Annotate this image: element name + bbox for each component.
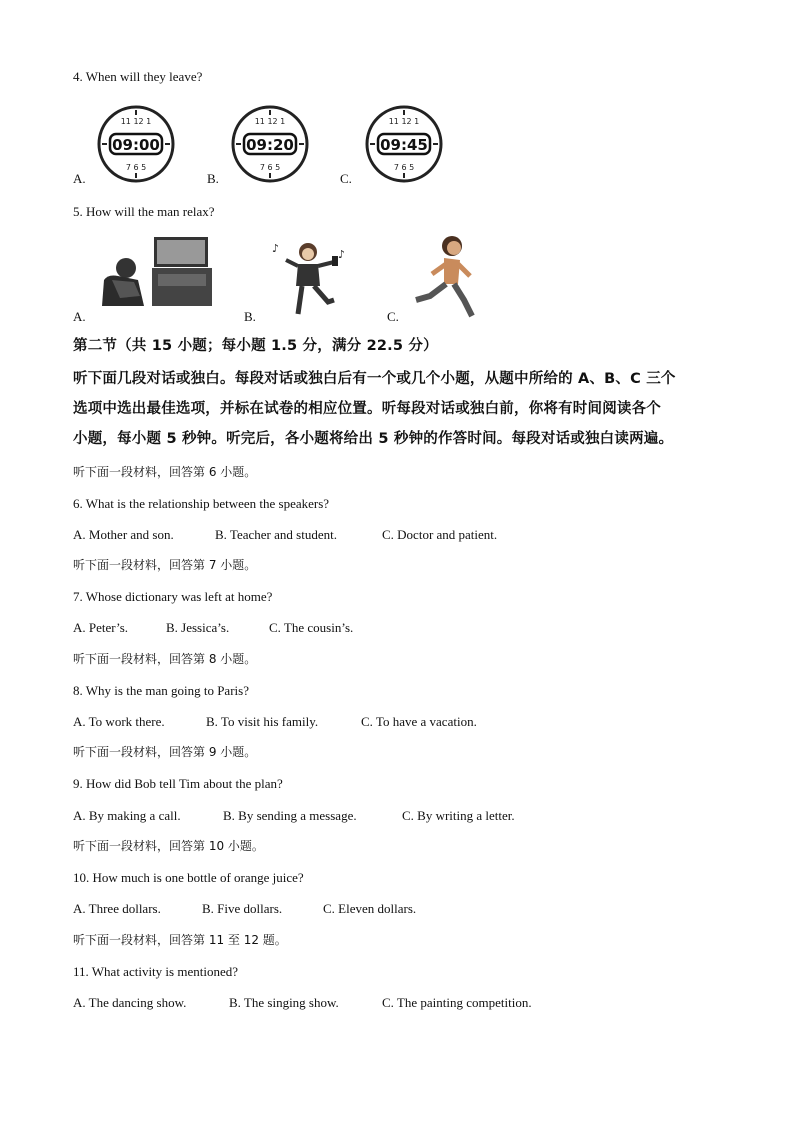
- svg-text:7 6 5: 7 6 5: [393, 163, 415, 172]
- prompt-9: 听下面一段材料，回答第 9 小题。: [73, 745, 257, 759]
- option-11a: A. The dancing show.: [73, 995, 187, 1010]
- svg-text:♪: ♪: [338, 248, 346, 261]
- option-7c: C. The cousin’s.: [269, 620, 354, 635]
- option-9a: A. By making a call.: [73, 808, 181, 823]
- clock-c-icon: [364, 104, 444, 189]
- clock-c-time: 09:45: [380, 136, 428, 154]
- option-8a: A. To work there.: [73, 714, 165, 729]
- options-7: [73, 620, 354, 636]
- option-5b-label: B.: [244, 309, 256, 324]
- prompt-8: 听下面一段材料，回答第 8 小题。: [73, 652, 257, 666]
- svg-text:7 6 5: 7 6 5: [125, 163, 147, 172]
- svg-text:11 12 1: 11 12 1: [388, 117, 420, 126]
- svg-text:11 12 1: 11 12 1: [120, 117, 152, 126]
- option-4c-label: C.: [340, 171, 352, 186]
- clock-a-time: 09:00: [112, 136, 160, 154]
- prompt-6: 听下面一段材料，回答第 6 小题。: [73, 465, 257, 479]
- option-4b-label: B.: [207, 171, 219, 186]
- option-5c-label: C.: [387, 309, 399, 324]
- clock-b-time: 09:20: [246, 136, 294, 154]
- svg-text:♪: ♪: [272, 242, 280, 255]
- prompt-10: 听下面一段材料，回答第 10 小题。: [73, 839, 264, 853]
- option-6c: C. Doctor and patient.: [382, 527, 498, 542]
- svg-text:11 12 1: 11 12 1: [254, 117, 286, 126]
- option-11c: C. The painting competition.: [382, 995, 532, 1010]
- option-8c: C. To have a vacation.: [361, 714, 477, 729]
- question-9: 9. How did Bob tell Tim about the plan?: [73, 776, 283, 791]
- man-watching-tv-icon: [98, 234, 216, 315]
- option-7a: A. Peter’s.: [73, 620, 129, 635]
- option-9b: B. By sending a message.: [223, 808, 357, 823]
- question-10: 10. How much is one bottle of orange juice?: [73, 870, 304, 885]
- clock-b-icon: [230, 104, 310, 189]
- option-9c: C. By writing a letter.: [402, 808, 515, 823]
- options-9: [73, 808, 515, 824]
- options-8: [73, 714, 477, 730]
- question-4: 4. When will they leave?: [73, 69, 203, 84]
- option-10c: C. Eleven dollars.: [323, 901, 417, 916]
- option-7b: B. Jessica’s.: [166, 620, 230, 635]
- question-8: 8. Why is the man going to Paris?: [73, 683, 249, 698]
- options-6: [73, 527, 498, 543]
- option-10a: A. Three dollars.: [73, 901, 161, 916]
- question-11: 11. What activity is mentioned?: [73, 964, 238, 979]
- option-6b: B. Teacher and student.: [215, 527, 337, 542]
- question-6: 6. What is the relationship between the speakers?: [73, 496, 330, 511]
- svg-text:7 6 5: 7 6 5: [259, 163, 281, 172]
- options-10: [73, 901, 417, 917]
- option-10b: B. Five dollars.: [202, 901, 283, 916]
- options-11: [73, 995, 532, 1011]
- instructions-line-1: 听下面几段对话或独白。每段对话或独白后有一个或几个小题，从题中所给的 A、B、C 三个: [73, 371, 676, 387]
- instructions-line-3: 小题，每小题 5 秒钟。听完后，各小题将给出 5 秒钟的作答时间。每段对话或独白读两遍。: [73, 431, 674, 447]
- option-8b: B. To visit his family.: [206, 714, 319, 729]
- option-5a-label: A.: [73, 309, 86, 324]
- man-running-icon: [410, 234, 490, 325]
- question-7: 7. Whose dictionary was left at home?: [73, 589, 273, 604]
- option-11b: B. The singing show.: [229, 995, 339, 1010]
- clock-a-icon: [96, 104, 176, 189]
- section-heading: 第二节（共 15 小题；每小题 1.5 分，满分 22.5 分）: [73, 338, 438, 354]
- man-dancing-to-music-icon: [268, 238, 354, 323]
- option-6a: A. Mother and son.: [73, 527, 174, 542]
- option-4a-label: A.: [73, 171, 86, 186]
- instructions-line-2: 选项中选出最佳选项，并标在试卷的相应位置。听每段对话或独白前，你将有时间阅读各个: [73, 401, 661, 417]
- question-5: 5. How will the man relax?: [73, 204, 215, 219]
- prompt-7: 听下面一段材料，回答第 7 小题。: [73, 558, 257, 572]
- prompt-11: 听下面一段材料，回答第 11 至 12 题。: [73, 933, 287, 947]
